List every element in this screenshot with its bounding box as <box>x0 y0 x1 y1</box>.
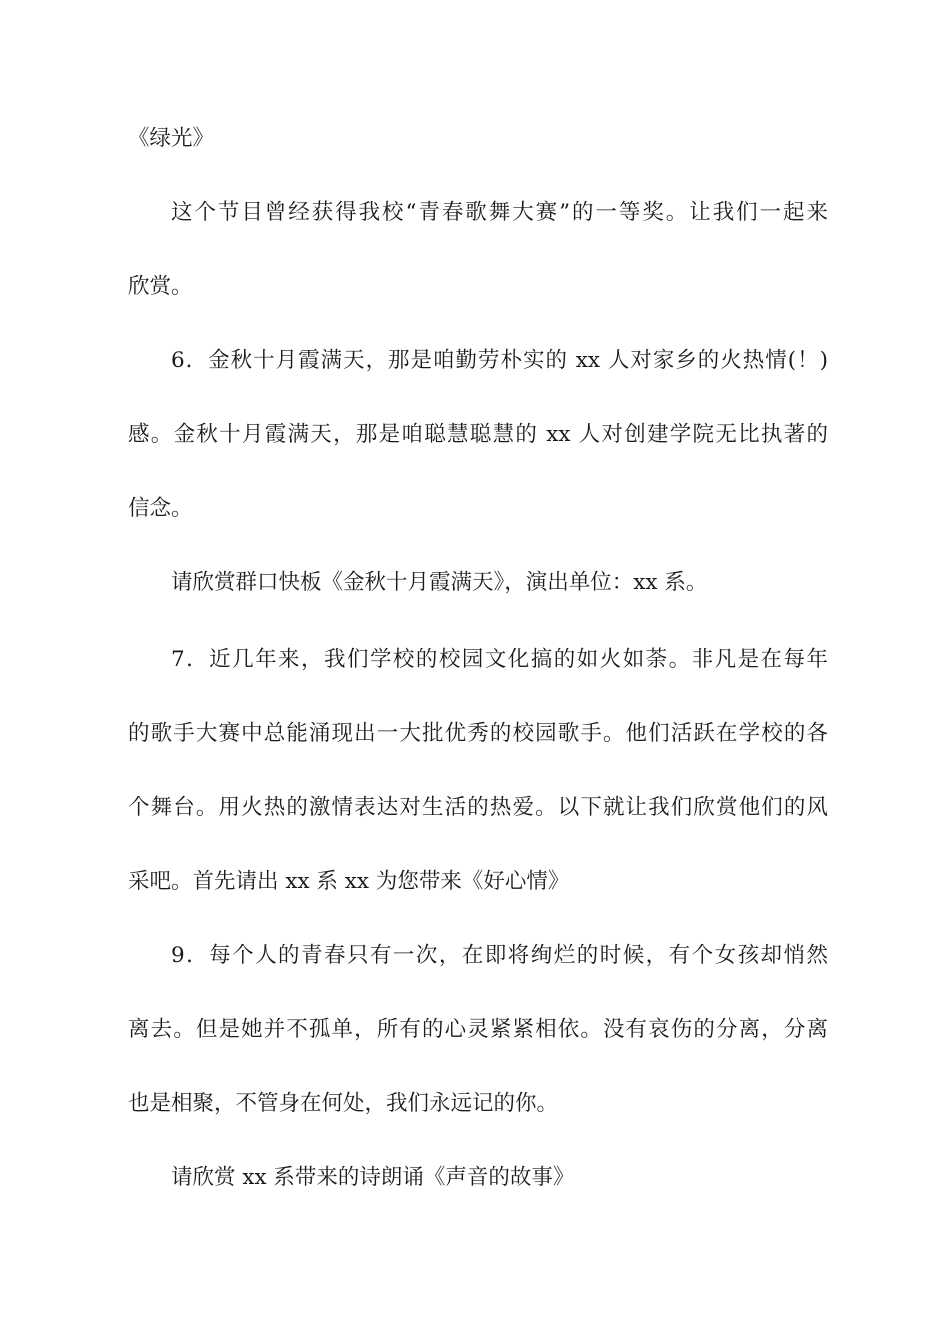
paragraph-line: 7．近几年来，我们学校的校园文化搞的如火如荼。非凡是在每年 <box>171 647 828 672</box>
paragraph-line: 采吧。首先请出 xx 系 xx 为您带来《好心情》 <box>128 869 570 894</box>
program-title: 《绿光》 <box>128 126 215 151</box>
paragraph-line: 也是相聚，不管身在何处，我们永远记的你。 <box>128 1091 559 1116</box>
paragraph-line: 的歌手大赛中总能涌现出一大批优秀的校园歌手。他们活跃在学校的各 <box>128 721 828 746</box>
paragraph-line: 这个节目曾经获得我校“青春歌舞大赛”的一等奖。让我们一起来 <box>171 200 828 225</box>
paragraph-line: 9．每个人的青春只有一次，在即将绚烂的时候，有个女孩却悄然 <box>171 943 828 968</box>
paragraph-line: 欣赏。 <box>128 274 193 299</box>
paragraph-line: 离去。但是她并不孤单，所有的心灵紧紧相依。没有哀伤的分离，分离 <box>128 1017 828 1042</box>
paragraph-line: 请欣赏 xx 系带来的诗朗诵《声音的故事》 <box>171 1165 575 1190</box>
paragraph-line: 个舞台。用火热的激情表达对生活的热爱。以下就让我们欣赏他们的风 <box>128 795 828 820</box>
paragraph-line: 请欣赏群口快板《金秋十月霞满天》，演出单位：xx 系。 <box>171 570 708 595</box>
paragraph-line: 信念。 <box>128 496 193 521</box>
paragraph-line: 感。金秋十月霞满天，那是咱聪慧聪慧的 xx 人对创建学院无比执著的 <box>128 422 828 447</box>
paragraph-line: 6．金秋十月霞满天，那是咱勤劳朴实的 xx 人对家乡的火热情(！) <box>171 348 828 373</box>
